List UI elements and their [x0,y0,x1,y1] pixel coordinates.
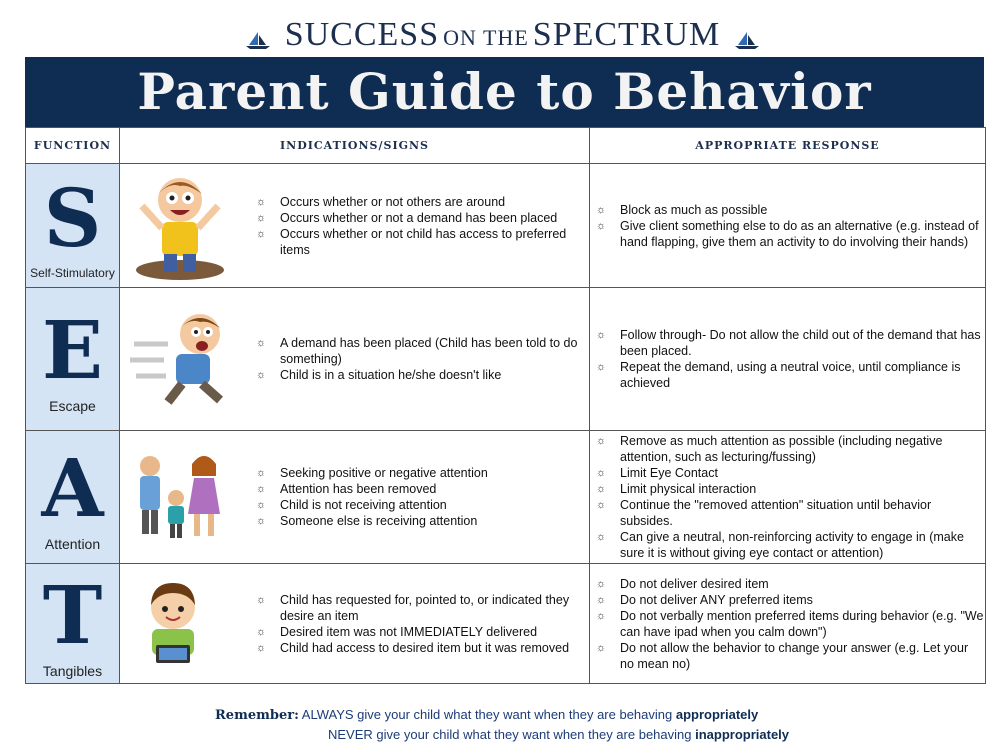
sailboat-icon [245,32,271,50]
sailboat-icon [734,32,760,50]
signs-cell [120,431,590,564]
response-cell [590,431,986,564]
brand-success: SUCCESS [284,16,440,53]
sun-bullet-icon: ☼ [256,369,267,381]
function-cell [26,164,120,288]
function-cell [26,288,120,431]
table-row-escape [26,288,986,431]
signs-cell [120,164,590,288]
list-item: ☼ Can give a neutral, non-reinforcing activity to engage in (make sure it is without giving eye contact or attention) [596,530,964,560]
list-item: ☼ Do not allow the behavior to change your answer (e.g. Let your no mean no) [596,640,969,671]
function-name: Escape [49,398,96,414]
list-item: ☼ Repeat the demand, using a neutral voice, until compliance is achieved [596,360,961,390]
sun-bullet-icon: ☼ [596,531,607,543]
list-item: ☼ Limit physical interaction [596,482,757,496]
list-item: ☼ Limit Eye Contact [596,466,718,480]
signs-list [250,194,589,258]
sun-bullet-icon: ☼ [596,483,607,495]
response-list [590,576,985,672]
sun-bullet-icon: ☼ [596,219,607,232]
list-item: ☼ Occurs whether or not child has access to preferred items [256,226,567,257]
function-letter: E [42,303,103,397]
sun-bullet-icon: ☼ [256,337,267,349]
list-item: ☼ Desired item was not IMMEDIATELY delivered [256,624,538,639]
remember-emphasis-1: appropriately [675,707,759,722]
response-cell [590,288,986,431]
response-list [590,433,985,561]
function-name: Self-Stimulatory [30,265,115,280]
sun-bullet-icon: ☼ [256,467,267,479]
remember-text-2: NEVER give your child what they want when they are behaving [328,727,692,742]
behavior-table [25,127,986,684]
list-item: ☼ Occurs whether or not a demand has been placed [256,210,558,225]
remember-text-1: ALWAYS give your child what they want when they are behaving [301,707,673,722]
title-banner [25,57,984,127]
sun-bullet-icon: ☼ [596,609,607,622]
sun-bullet-icon: ☼ [256,593,267,606]
list-item: ☼ Someone else is receiving attention [256,514,478,528]
sun-bullet-icon: ☼ [596,499,607,511]
function-letter: A [41,441,104,535]
running-boy-illustration [128,304,238,414]
response-list [590,327,985,391]
remember-line-1 [215,705,789,725]
remember-note [215,705,789,744]
function-cell [26,564,120,684]
signs-list [250,592,589,656]
sun-bullet-icon: ☼ [256,625,267,638]
sun-bullet-icon: ☼ [596,593,607,606]
brand-on-the: ON THE [443,25,529,50]
family-on-phone-illustration [128,452,228,542]
signs-cell [120,288,590,431]
list-item: ☼ Follow through- Do not allow the child out of the demand that has been placed. [596,328,981,358]
list-item: ☼ Child had access to desired item but it was removed [256,640,570,655]
function-cell [26,431,120,564]
excited-boy-illustration [128,170,233,282]
header-indications: INDICATIONS/SIGNS [120,128,590,164]
list-item: ☼ Child is not receiving attention [256,498,447,512]
sun-bullet-icon: ☼ [596,361,607,373]
sun-bullet-icon: ☼ [596,641,607,654]
list-item: ☼ Occurs whether or not others are around [256,194,506,209]
list-item: ☼ Do not deliver ANY preferred items [596,592,813,607]
list-item: ☼ Continue the "removed attention" situation until behavior subsides. [596,498,932,528]
sun-bullet-icon: ☼ [256,641,267,654]
sun-bullet-icon: ☼ [256,227,267,240]
header-function: FUNCTION [26,128,120,164]
header-response: APPROPRIATE RESPONSE [590,128,986,164]
response-list [590,202,985,250]
function-letter: S [43,170,102,265]
sun-bullet-icon: ☼ [256,499,267,511]
response-cell [590,164,986,288]
sun-bullet-icon: ☼ [596,577,607,590]
function-letter: T [42,567,103,662]
remember-emphasis-2: inappropriately [695,727,790,742]
list-item: ☼ Attention has been removed [256,482,437,496]
sun-bullet-icon: ☼ [256,195,267,208]
remember-line-2 [215,725,789,744]
sun-bullet-icon: ☼ [256,515,267,527]
header-row [26,128,986,164]
page-title: Parent Guide to Behavior [137,62,872,121]
function-name: Tangibles [42,662,103,679]
list-item: ☼ Child has requested for, pointed to, or indicated they desire an item [256,592,570,623]
sun-bullet-icon: ☼ [256,483,267,495]
list-item: ☼ A demand has been placed (Child has been told to do something) [256,336,578,366]
table-row-attention [26,431,986,564]
sun-bullet-icon: ☼ [256,211,267,224]
brand-header [0,16,1005,54]
list-item: ☼ Remove as much attention as possible (including negative attention, such as lecturing/fussing) [596,434,943,464]
list-item: ☼ Child is in a situation he/she doesn't like [256,368,502,382]
signs-list [250,465,589,529]
table-row-tangibles [26,564,986,684]
list-item: ☼ Give client something else to do as an alternative (e.g. instead of hand flapping, give them an activity to do involving their hands) [596,218,979,249]
table-row-self-stimulatory [26,164,986,288]
list-item: ☼ Do not verbally mention preferred items during behavior (e.g. "We can have ipad when you calm down") [596,608,984,639]
remember-label: Remember: [215,708,299,723]
signs-cell [120,564,590,684]
function-name: Attention [44,536,101,552]
list-item: ☼ Seeking positive or negative attention [256,466,488,480]
list-item: ☼ Do not deliver desired item [596,576,769,591]
sun-bullet-icon: ☼ [596,435,607,447]
sun-bullet-icon: ☼ [596,203,607,216]
boy-with-tablet-illustration [128,579,218,669]
list-item: ☼ Block as much as possible [596,202,768,217]
sun-bullet-icon: ☼ [596,329,607,341]
signs-list [250,335,589,383]
response-cell [590,564,986,684]
sun-bullet-icon: ☼ [596,467,607,479]
brand-spectrum: SPECTRUM [532,16,721,53]
